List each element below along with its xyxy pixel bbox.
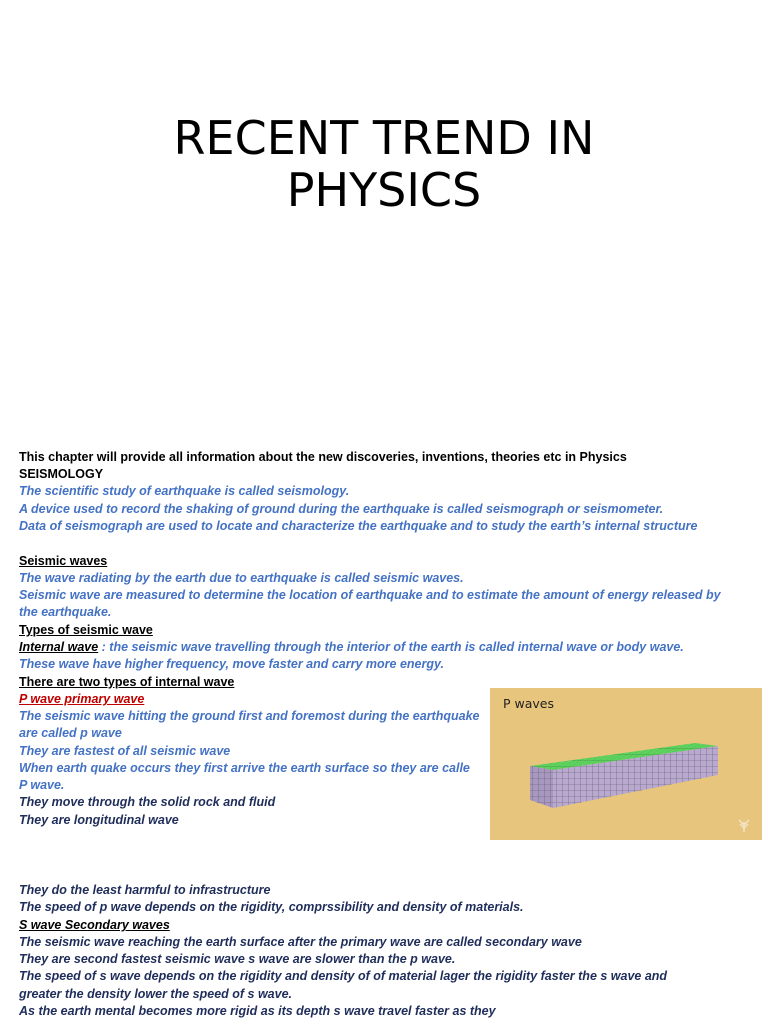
text-line: The speed of p wave depends on the rigidity, comprssibility and density of materials.: [19, 900, 524, 914]
text-line: The seismic wave reaching the earth surface after the primary wave are called secondary wave: [19, 935, 582, 949]
text-line: greater the density lower the speed of s wave.: [19, 987, 293, 1001]
text-line: are called p wave: [19, 726, 122, 740]
text-line: They are second fastest seismic wave s wave are slower than the p wave.: [19, 952, 456, 966]
text-line: A device used to record the shaking of ground during the earthquake is called seismograph or seismometer.: [19, 502, 664, 516]
text-line: As the earth mental becomes more rigid as its depth s wave travel faster as they: [19, 1004, 496, 1018]
heading-p-wave: P wave primary wave: [19, 692, 145, 706]
text-line: P wave.: [19, 778, 65, 792]
heading-seismology: SEISMOLOGY: [19, 467, 104, 481]
page-title: [0, 112, 768, 216]
figure-label: P waves: [503, 696, 554, 711]
text-line: They do the least harmful to infrastructure: [19, 883, 271, 897]
heading-seismic-waves: Seismic waves: [19, 554, 108, 568]
text-line: The wave radiating by the earth due to earthquake is called seismic waves.: [19, 571, 464, 585]
text-line: They are fastest of all seismic wave: [19, 744, 231, 758]
title-line-1: RECENT TREND IN: [173, 111, 595, 165]
text-line: The speed of s wave depends on the rigidity and density of of material lager the rigidity faster the s wave and: [19, 969, 668, 983]
heading-two-types: There are two types of internal wave: [19, 675, 235, 689]
text-line: They are longitudinal wave: [19, 813, 179, 827]
p-waves-figure: [490, 688, 762, 840]
text-line: The scientific study of earthquake is called seismology.: [19, 484, 350, 498]
text-line: Data of seismograph are used to locate and characterize the earthquake and to study the earth’s internal structure: [19, 519, 698, 533]
text-line: These wave have higher frequency, move faster and carry more energy.: [19, 657, 444, 671]
intro-text: This chapter will provide all information about the new discoveries, inventions, theories etc in Physics: [19, 450, 627, 464]
text-line: the earthquake.: [19, 605, 112, 619]
internal-wave-line: [19, 639, 684, 656]
text-line: When earth quake occurs they first arrive the earth surface so they are calle: [19, 761, 470, 775]
text-line: Seismic wave are measured to determine the location of earthquake and to estimate the amount of energy released by: [19, 588, 721, 602]
text-line: The seismic wave hitting the ground first and foremost during the earthquake: [19, 709, 480, 723]
heading-types-of-seismic-wave: Types of seismic wave: [19, 623, 153, 637]
text-line: They move through the solid rock and fluid: [19, 795, 276, 809]
title-line-2: PHYSICS: [286, 163, 482, 217]
internal-wave-definition: : the seismic wave travelling through the interior of the earth is called internal wave or body wave.: [98, 640, 684, 654]
internal-wave-term: Internal wave: [19, 640, 99, 654]
block-end-face: [530, 766, 553, 808]
heading-s-wave: S wave Secondary waves: [19, 918, 170, 932]
tree-logo-icon: [734, 814, 754, 834]
